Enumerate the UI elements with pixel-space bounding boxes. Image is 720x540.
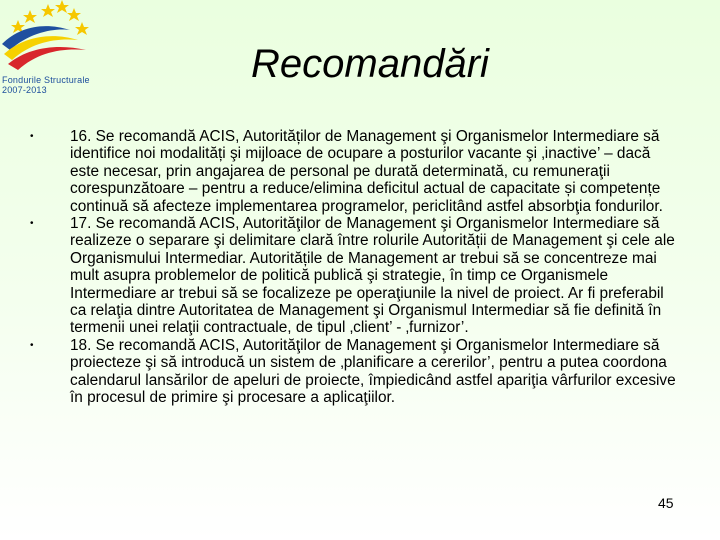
eu-structural-funds-logo xyxy=(0,0,130,100)
list-item xyxy=(30,337,680,407)
slide-title: Recomandări xyxy=(251,42,489,86)
recommendations-list xyxy=(30,128,680,407)
logo-caption-line1: Fondurile Structurale xyxy=(2,75,90,85)
recommendation-16-text: 16. Se recomandă ACIS, Autorităților de Management şi Organismelor Intermediare să identifice noi modalități şi mijloace de ocupare a posturilor vacante şi ‚inactive’ – dacă este necesar, prin angajarea de personal pe durată determinată, cu remuneraţii corespunzătoare – pentru a reduce/elimina deficitul actual de capacitate și competențe continuă să afecteze implementarea programelor, periclitând astfel absorbţia fondurilor. xyxy=(70,128,663,215)
recommendation-18-text: 18. Se recomandă ACIS, Autorităţilor de Management şi Organismelor Intermediare să proiecteze şi să introducă un sistem de ‚planificare a cererilor’, pentru a putea coordona calendarul lansărilor de apeluri de proiecte, împiedicând astfel apariţia vârfurilor excesive în procesul de primire şi procesare a aplicaţiilor. xyxy=(70,336,676,407)
page-number: 45 xyxy=(658,495,674,511)
list-item xyxy=(30,128,680,215)
bullet-icon: • xyxy=(30,131,34,142)
logo-caption xyxy=(2,75,122,95)
logo-caption-line2: 2007-2013 xyxy=(2,85,47,95)
bullet-icon: • xyxy=(30,218,34,230)
recommendation-17-text: 17. Se recomandă ACIS, Autorităţilor de Management şi Organismelor Intermediare să realizeze o separare şi delimitare clară între rolurile Autorității de Management şi cele ale Organismului Intermediar. Autoritățile de Management ar trebui să se concentreze mai mult asupra problemelor de politică publică şi strategie, în timp ce Organismele Intermediare ar trebui să se focalizeze pe operaţiunile la nivel de proiect. Ar fi preferabil ca relaţia dintre Autoritatea de Management şi Organismul Intermediar să fie definită în termenii unei relaţii contractuale, de tipul ‚client’ - ‚furnizor’. xyxy=(70,215,675,337)
bullet-icon: • xyxy=(30,339,34,351)
logo-graphic xyxy=(0,0,130,76)
list-item xyxy=(30,215,680,337)
